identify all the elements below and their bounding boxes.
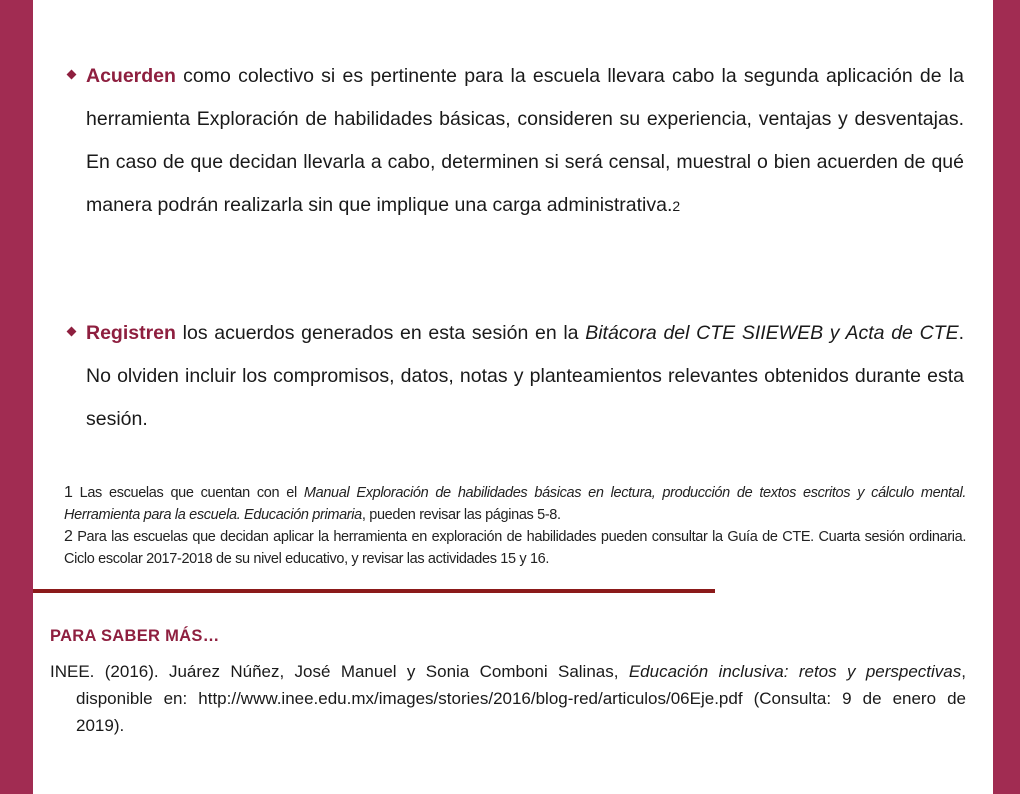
left-side-bar (0, 0, 33, 794)
footnotes (64, 482, 966, 570)
bullet-registren-italic: Bitácora del CTE SIIEWEB y Acta de CTE (585, 322, 959, 344)
footnote-2-text: Para las escuelas que decidan aplicar la herramienta en exploración de habilidades pueden consultar la Guía de CTE. Cuarta sesión ordinaria. Ciclo escolar 2017-2018 de su nivel educativo, y revisar las actividades 15 y 16. (64, 529, 966, 567)
footnote-ref-2: 2 (672, 198, 681, 214)
bullet-acuerden (64, 55, 964, 228)
bullet-registren (64, 312, 964, 441)
diamond-bullet-icon (67, 327, 77, 337)
footnote-1 (64, 482, 966, 526)
reference-italic: Educación inclusiva: retos y perspectivas (628, 662, 962, 681)
footnote-1-number: 1 (64, 484, 73, 501)
divider-rule (33, 589, 715, 593)
bullet-registren-text-b: . No olviden incluir los compromisos, datos, notas y planteamientos relevantes obtenidos durante esta sesión. (86, 322, 964, 430)
reference-entry (50, 658, 966, 739)
reference-block (50, 658, 966, 739)
reference-text-b: , disponible en: http://www.inee.edu.mx/images/stories/2016/blog-red/articulos/06Eje.pdf (Consulta: 9 de enero de 2019). (76, 662, 966, 735)
footnote-2-number: 2 (64, 528, 73, 545)
footnote-1-text-b: , pueden revisar las páginas 5-8. (361, 507, 561, 523)
footnote-1-italic: Manual Exploración de habilidades básicas en lectura, producción de textos escritos y cálculo mental. Herramienta para la escuela. Educación primaria (64, 485, 966, 523)
bullet-registren-paragraph (64, 312, 964, 441)
keyword-acuerden: Acuerden (86, 65, 176, 87)
keyword-registren: Registren (86, 322, 176, 344)
reference-text-a: INEE. (2016). Juárez Núñez, José Manuel y Sonia Comboni Salinas, (50, 662, 629, 681)
footnote-2 (64, 526, 966, 570)
bullet-registren-text-a: los acuerdos generados en esta sesión en la (175, 322, 586, 344)
diamond-bullet-icon (67, 70, 77, 80)
footnote-1-text-a: Las escuelas que cuentan con el (72, 485, 304, 501)
bullet-acuerden-paragraph (64, 55, 964, 228)
para-saber-mas-heading: PARA SABER MÁS… (50, 627, 220, 645)
bullet-acuerden-text: como colectivo si es pertinente para la escuela llevara cabo la segunda aplicación de la herramienta Exploración de habilidades básicas, consideren su experiencia, ventajas y desventajas. En caso de que decidan llevarla a cabo, determinen si será censal, muestral o bien acuerden de qué manera podrán realizarla sin que implique una carga administrativa. (86, 65, 964, 216)
right-side-bar (993, 0, 1020, 794)
